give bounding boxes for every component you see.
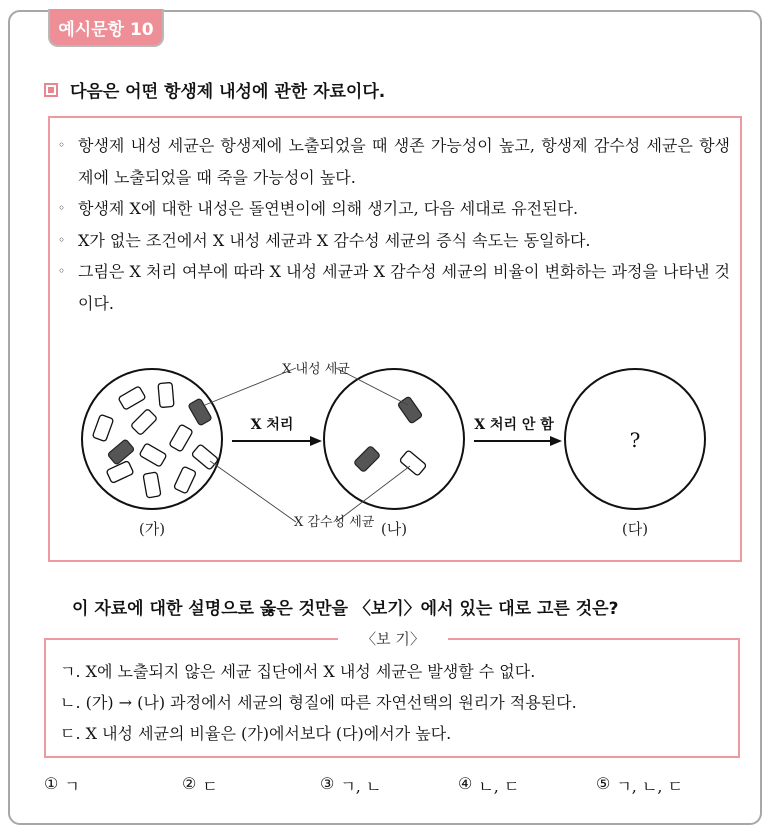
question-number-badge [48,9,164,47]
arrow-no-treatment [474,416,562,446]
bogi-items [60,656,577,749]
info-bullet: ◦ 항생제 X에 대한 내성은 돌연변이에 의해 생기고, 다음 세대로 유전된다. [58,193,730,225]
answer-choices [44,774,744,797]
question-stem: 이 자료에 대한 설명으로 옳은 것만을 〈보기〉에서 있는 대로 고른 것은? [72,599,619,619]
info-bullets [58,130,730,319]
choice-1[interactable]: ① ㄱ [44,774,80,796]
info-bullet: ◦ X가 없는 조건에서 X 내성 세균과 X 감수성 세균의 증식 속도는 동일하다. [58,225,730,257]
circle-bullet-icon: ◦ [58,232,66,247]
panel-da [565,369,705,538]
arrow-label-no-treatment: X 처리 안 함 [474,417,554,433]
bogi-item: ㄱ. X에 노출되지 않은 세균 집단에서 X 내성 세균은 발생할 수 없다. [60,662,536,681]
info-bullet: ◦ 항생제 내성 세균은 항생제에 노출되었을 때 생존 가능성이 높고, 항생제 감수성 세균은 항생제에 노출되었을 때 죽을 가능성이 높다. [58,130,730,193]
bogi-title: 〈보 기〉 [338,628,448,649]
panel-label-da: (다) [621,520,649,538]
panel-ga [82,369,222,538]
square-bullet-icon [44,83,58,97]
arrow-right-icon [550,436,562,446]
heading-text: 다음은 어떤 항생제 내성에 관한 자료이다. [70,82,386,102]
bacteria-diagram [50,350,740,550]
panel-label-na: (나) [380,520,408,538]
info-box [48,116,742,562]
passage-heading [44,77,385,102]
arrow-label-treatment: X 처리 [250,417,294,433]
choice-3[interactable]: ③ ㄱ, ㄴ [320,774,382,796]
arrow-right-icon [310,436,322,446]
bogi-item: ㄴ. (가) → (나) 과정에서 세균의 형질에 따른 자연선택의 원리가 적용된다. [60,693,577,712]
circle-bullet-icon: ◦ [58,201,66,215]
info-bullet: ◦ 그림은 X 처리 여부에 따라 X 내성 세균과 X 감수성 세균의 비율이 변화하는 과정을 나타낸 것이다. [58,256,730,319]
bogi-item: ㄷ. X 내성 세균의 비율은 (가)에서보다 (다)에서가 높다. [60,724,452,743]
choice-5[interactable]: ⑤ ㄱ, ㄴ, ㄷ [596,774,684,796]
panel-na [324,369,464,538]
circle-bullet-icon: ◦ [58,264,66,278]
badge-label: 예시문항 10 [58,19,154,40]
choice-2[interactable]: ② ㄷ [182,774,218,796]
label-resistant: X 내성 세균 [282,362,350,377]
choice-4[interactable]: ④ ㄴ, ㄷ [458,774,520,796]
label-sensitive: X 감수성 세균 [294,515,375,530]
panel-label-ga: (가) [138,520,166,538]
bogi-box [44,630,740,758]
circle-bullet-icon: ◦ [58,138,66,152]
arrow-treatment [232,416,322,446]
unknown-mark: ? [629,428,641,452]
